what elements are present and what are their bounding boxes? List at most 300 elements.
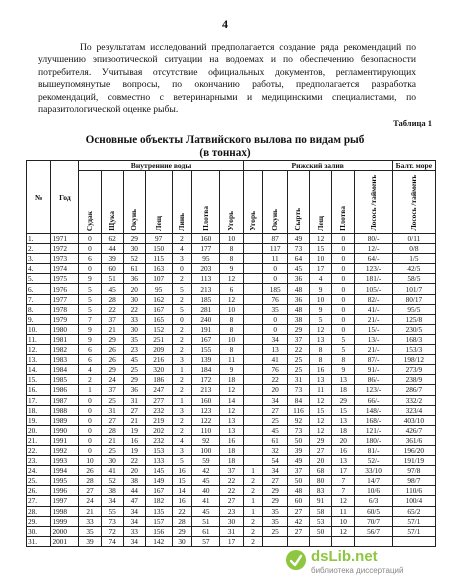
catch-value-cell: 13/- <box>355 334 392 344</box>
catch-value-cell: 8 <box>310 355 332 365</box>
catch-value-cell: 24 <box>101 375 123 385</box>
catch-value-cell: 16 <box>172 466 192 476</box>
row-number-cell: 2. <box>27 244 51 254</box>
catch-value-cell: 152 <box>145 324 172 334</box>
catch-value-cell: 34 <box>101 496 123 506</box>
catch-value-cell: 58/5 <box>392 274 435 284</box>
catch-value-cell: 9 <box>332 365 355 375</box>
catch-value-cell: 68 <box>310 466 332 476</box>
catch-value-cell: 12 <box>220 274 243 284</box>
catch-value-cell: 53 <box>310 516 332 526</box>
catch-value-cell: 26 <box>101 345 123 355</box>
catch-value-cell: 95 <box>192 254 220 264</box>
column-header-number: № <box>27 161 51 234</box>
catch-value-cell: 16 <box>332 445 355 455</box>
catch-value-cell: 123 <box>192 405 220 415</box>
catch-value-cell: 168/- <box>355 415 392 425</box>
row-number-cell: 11. <box>27 334 51 344</box>
catch-value-cell: 30 <box>172 536 192 546</box>
catch-value-cell: 7 <box>79 314 101 324</box>
catch-value-cell: 3 <box>172 445 192 455</box>
catch-value-cell: 149 <box>145 476 172 486</box>
catch-value-cell: 41 <box>101 466 123 476</box>
catch-value-cell: 57/1 <box>392 526 435 536</box>
catch-value-cell: 27 <box>101 415 123 425</box>
table-row <box>27 516 436 526</box>
year-cell: 1989 <box>51 415 79 425</box>
catch-value-cell: 34 <box>263 395 287 405</box>
catch-value-cell: 27 <box>263 405 287 415</box>
catch-value-cell: 39 <box>79 536 101 546</box>
catch-value-cell: 28 <box>172 516 192 526</box>
table-row <box>27 254 436 264</box>
table-row <box>27 365 436 375</box>
catch-value-cell: 70/7 <box>355 516 392 526</box>
catch-value-cell: 44 <box>101 244 123 254</box>
catch-value-cell: 2 <box>172 294 192 304</box>
catch-value-cell: 73 <box>101 516 123 526</box>
catch-value-cell: 73 <box>287 385 309 395</box>
catch-value-cell: 27 <box>310 445 332 455</box>
catch-value-cell <box>332 536 355 546</box>
catch-value-cell: 0 <box>332 324 355 334</box>
catch-value-cell: 320 <box>145 365 172 375</box>
catch-value-cell: 247 <box>145 385 172 395</box>
catch-value-cell: 286/7 <box>392 385 435 395</box>
row-number-cell: 8. <box>27 304 51 314</box>
catch-value-cell: 251 <box>145 334 172 344</box>
catch-value-cell <box>243 304 263 314</box>
catch-value-cell: 0/8 <box>392 244 435 254</box>
catch-value-cell: 2 <box>172 385 192 395</box>
catch-value-cell: 27 <box>287 506 309 516</box>
catch-value-cell: 19 <box>123 425 145 435</box>
catch-value-cell: 29 <box>172 526 192 536</box>
catch-value-cell: 32 <box>263 445 287 455</box>
catch-value-cell <box>392 536 435 546</box>
catch-value-cell: 203 <box>192 264 220 274</box>
catch-value-cell <box>243 274 263 284</box>
catch-value-cell: 216 <box>145 355 172 365</box>
catch-value-cell: 191/19 <box>392 456 435 466</box>
catch-value-cell: 157 <box>145 516 172 526</box>
year-cell: 1978 <box>51 304 79 314</box>
catch-value-cell: 26 <box>101 355 123 365</box>
catch-value-cell: 100 <box>192 445 220 455</box>
catch-value-cell: 105/- <box>355 284 392 294</box>
catch-value-cell: 37 <box>287 334 309 344</box>
table-header <box>27 161 436 234</box>
catch-value-cell: 47 <box>123 496 145 506</box>
row-number-cell: 14. <box>27 365 51 375</box>
catch-value-cell: 55 <box>101 506 123 516</box>
catch-value-cell: 49 <box>287 456 309 466</box>
year-cell: 1982 <box>51 345 79 355</box>
catch-value-cell <box>243 435 263 445</box>
catch-value-cell: 41 <box>263 355 287 365</box>
column-header-gulf-vimba: Сырть <box>287 171 309 234</box>
catch-value-cell: 50 <box>287 476 309 486</box>
table-row <box>27 345 436 355</box>
catch-value-cell: 61 <box>123 264 145 274</box>
catch-value-cell: 62 <box>101 234 123 244</box>
catch-value-cell: 209 <box>145 345 172 355</box>
row-number-cell: 6. <box>27 284 51 294</box>
catch-value-cell: 191 <box>192 324 220 334</box>
catch-value-cell: 4 <box>310 274 332 284</box>
catch-value-cell: 45 <box>101 284 123 294</box>
catch-value-cell: 117 <box>263 244 287 254</box>
catch-value-cell: 155 <box>192 345 220 355</box>
year-cell: 2001 <box>51 536 79 546</box>
catch-value-cell: 22 <box>287 345 309 355</box>
catch-value-cell: 12 <box>332 526 355 536</box>
catch-value-cell: 0/11 <box>392 234 435 244</box>
catch-value-cell: 5 <box>172 304 192 314</box>
catch-value-cell: 115 <box>145 254 172 264</box>
catch-value-cell: 145 <box>145 466 172 476</box>
column-header-inland-roach: Плотва <box>192 171 220 234</box>
year-cell: 1998 <box>51 506 79 516</box>
row-number-cell: 23. <box>27 456 51 466</box>
catch-value-cell: 403/10 <box>392 415 435 425</box>
catch-value-cell: 21 <box>101 435 123 445</box>
row-number-cell: 31. <box>27 536 51 546</box>
catch-value-cell <box>243 334 263 344</box>
catch-value-cell: 21 <box>123 415 145 425</box>
catch-value-cell: 332/2 <box>392 395 435 405</box>
catch-value-cell: 167 <box>145 304 172 314</box>
year-cell: 1983 <box>51 355 79 365</box>
catch-value-cell: 33 <box>123 526 145 536</box>
catch-value-cell: 16 <box>123 435 145 445</box>
catch-value-cell: 168/3 <box>392 334 435 344</box>
table-row <box>27 506 436 516</box>
table-row <box>27 425 436 435</box>
catch-value-cell: 38 <box>287 314 309 324</box>
catch-value-cell: 177 <box>192 244 220 254</box>
catch-value-cell: 36 <box>287 294 309 304</box>
catch-value-cell: 56/7 <box>355 526 392 536</box>
catch-value-cell <box>243 385 263 395</box>
catch-value-cell: 185 <box>192 294 220 304</box>
catch-value-cell: 34 <box>123 536 145 546</box>
catch-value-cell: 80/17 <box>392 294 435 304</box>
table-row <box>27 385 436 395</box>
table-row <box>27 274 436 284</box>
catch-value-cell: 2 <box>172 345 192 355</box>
table-title-line-2: (в тоннах) <box>199 146 251 159</box>
catch-value-cell: 8 <box>332 355 355 365</box>
catch-value-cell: 12 <box>310 324 332 334</box>
catch-value-cell: 3 <box>172 254 192 264</box>
catch-value-cell: 15 <box>172 476 192 486</box>
catch-value-cell: 1 <box>79 385 101 395</box>
table-row <box>27 476 436 486</box>
catch-value-cell: 97 <box>145 234 172 244</box>
catch-value-cell: 36 <box>287 274 309 284</box>
catch-value-cell: 22 <box>123 456 145 466</box>
catch-value-cell: 0 <box>79 445 101 455</box>
year-cell: 2000 <box>51 526 79 536</box>
catch-value-cell: 29 <box>263 486 287 496</box>
catch-value-cell: 0 <box>79 244 101 254</box>
catch-value-cell: 12 <box>220 294 243 304</box>
catch-value-cell: 5 <box>79 304 101 314</box>
catch-value-cell: 73 <box>287 425 309 435</box>
catch-value-cell: 153 <box>145 445 172 455</box>
year-cell: 1979 <box>51 314 79 324</box>
catch-value-cell: 49 <box>287 234 309 244</box>
year-cell: 1985 <box>51 375 79 385</box>
catch-value-cell: 33/10 <box>355 466 392 476</box>
catch-value-cell: 24 <box>79 496 101 506</box>
catch-value-cell: 323/4 <box>392 405 435 415</box>
catch-value-cell: 0 <box>332 244 355 254</box>
catch-value-cell: 15 <box>310 244 332 254</box>
catch-value-cell: 14 <box>172 486 192 496</box>
catch-value-cell: 8 <box>220 314 243 324</box>
row-number-cell: 18. <box>27 405 51 415</box>
catch-value-cell: 35 <box>79 526 101 536</box>
catch-value-cell: 30 <box>220 516 243 526</box>
table-row <box>27 486 436 496</box>
catch-value-cell: 37 <box>101 314 123 324</box>
catch-value-cell: 30 <box>123 324 145 334</box>
catch-value-cell: 98/7 <box>392 476 435 486</box>
catch-value-cell: 232 <box>145 435 172 445</box>
catch-value-cell: 34 <box>263 334 287 344</box>
catch-value-cell: 44 <box>123 486 145 496</box>
catch-value-cell: 45 <box>192 476 220 486</box>
year-cell: 1996 <box>51 486 79 496</box>
catch-value-cell: 95 <box>145 284 172 294</box>
catch-value-cell: 12 <box>310 234 332 244</box>
catch-value-cell: 12 <box>310 425 332 435</box>
dslib-logo-icon <box>285 549 307 571</box>
catch-value-cell: 7 <box>332 486 355 496</box>
catch-value-cell: 11 <box>310 385 332 395</box>
catch-value-cell: 76 <box>263 294 287 304</box>
catch-value-cell: 39 <box>287 445 309 455</box>
catch-value-cell: 202 <box>145 425 172 435</box>
catch-value-cell: 29 <box>287 324 309 334</box>
catch-value-cell: 27 <box>123 405 145 415</box>
catch-value-cell: 36 <box>123 385 145 395</box>
watermark-site-name: dsLib.net <box>311 548 378 565</box>
catch-value-cell: 3 <box>172 355 192 365</box>
table-row <box>27 355 436 365</box>
catch-value-cell <box>243 284 263 294</box>
catch-value-cell: 0 <box>332 284 355 294</box>
catch-value-cell: 73 <box>287 244 309 254</box>
catch-value-cell: 16 <box>220 435 243 445</box>
catch-value-cell: 5 <box>79 294 101 304</box>
catch-value-cell: 35 <box>123 334 145 344</box>
table-row <box>27 496 436 506</box>
catch-value-cell: 7 <box>332 476 355 486</box>
catch-value-cell: 0 <box>332 234 355 244</box>
catch-value-cell: 12 <box>332 496 355 506</box>
catch-value-cell: 25 <box>263 526 287 536</box>
year-cell: 1976 <box>51 284 79 294</box>
catch-value-cell: 27 <box>220 496 243 506</box>
catch-value-cell: 34 <box>123 516 145 526</box>
catch-value-cell: 87/- <box>355 355 392 365</box>
catch-value-cell: 38 <box>101 486 123 496</box>
year-cell: 1974 <box>51 264 79 274</box>
row-number-cell: 10. <box>27 324 51 334</box>
catch-value-cell: 64 <box>287 254 309 264</box>
catch-value-cell: 0 <box>79 234 101 244</box>
year-cell: 1980 <box>51 324 79 334</box>
catch-value-cell: 110/6 <box>392 486 435 496</box>
catch-value-cell: 6 <box>79 355 101 365</box>
catch-value-cell: 1/5 <box>392 254 435 264</box>
row-number-cell: 27. <box>27 496 51 506</box>
catch-value-cell: 12 <box>220 405 243 415</box>
catch-value-cell: 48 <box>287 486 309 496</box>
catch-value-cell: 121/- <box>355 425 392 435</box>
catch-value-cell: 74 <box>101 536 123 546</box>
catch-value-cell: 18 <box>332 425 355 435</box>
catch-value-cell: 35 <box>263 506 287 516</box>
catch-value-cell: 219 <box>145 415 172 425</box>
year-cell: 1997 <box>51 496 79 506</box>
catch-value-cell: 12 <box>310 395 332 405</box>
catch-value-cell <box>243 405 263 415</box>
page-number: 4 <box>222 17 228 31</box>
catch-value-cell: 156 <box>145 526 172 536</box>
catch-value-cell: 9 <box>310 304 332 314</box>
catch-value-cell: 20 <box>123 284 145 294</box>
catch-value-cell: 100/4 <box>392 496 435 506</box>
catch-value-cell: 35 <box>263 516 287 526</box>
catch-value-cell: 20 <box>123 466 145 476</box>
catch-value-cell: 167 <box>145 486 172 496</box>
year-cell: 1990 <box>51 425 79 435</box>
catch-value-cell: 57/1 <box>392 516 435 526</box>
catch-value-cell: 29 <box>123 234 145 244</box>
catch-value-cell: 11 <box>220 355 243 365</box>
catch-value-cell: 150 <box>145 244 172 254</box>
catch-value-cell: 51 <box>101 274 123 284</box>
catch-value-cell: 30 <box>101 456 123 466</box>
catch-value-cell: 160 <box>192 395 220 405</box>
catch-value-cell: 5 <box>332 345 355 355</box>
catch-value-cell: 41/- <box>355 304 392 314</box>
catch-value-cell: 1 <box>172 395 192 405</box>
row-number-cell: 26. <box>27 486 51 496</box>
catch-value-cell: 61 <box>192 526 220 536</box>
column-header-inland-tench: Линь <box>172 171 192 234</box>
row-number-cell: 24. <box>27 466 51 476</box>
catch-value-cell: 9 <box>79 324 101 334</box>
catch-value-cell: 1 <box>243 506 263 516</box>
catch-value-cell: 0 <box>332 294 355 304</box>
catch-value-cell: 14 <box>220 395 243 405</box>
catch-value-cell: 15 <box>332 405 355 415</box>
catch-value-cell: 2 <box>243 516 263 526</box>
column-header-gulf-salmon-trout: Лосось /тайменъ <box>355 171 392 234</box>
catch-value-cell <box>243 395 263 405</box>
table-row <box>27 466 436 476</box>
table-row <box>27 405 436 415</box>
catch-value-cell: 28 <box>101 294 123 304</box>
year-cell: 1988 <box>51 405 79 415</box>
catch-value-cell: 61 <box>263 435 287 445</box>
catch-value-cell: 184 <box>192 365 220 375</box>
catch-value-cell: 86/- <box>355 375 392 385</box>
table-row <box>27 294 436 304</box>
catch-value-cell <box>243 445 263 455</box>
catch-value-cell: 13 <box>332 415 355 425</box>
catch-value-cell: 45 <box>263 425 287 435</box>
group-header-inland-waters: Внутренние воды <box>79 161 243 171</box>
catch-value-cell: 60/5 <box>355 506 392 516</box>
catch-value-cell: 9 <box>79 274 101 284</box>
catch-value-cell <box>243 264 263 274</box>
table-row <box>27 456 436 466</box>
catch-value-cell: 18 <box>220 375 243 385</box>
catch-value-cell: 87 <box>263 234 287 244</box>
table-row <box>27 284 436 294</box>
table-row <box>27 415 436 425</box>
table-label: Таблица 1 <box>393 118 432 128</box>
catch-value-cell: 122 <box>192 415 220 425</box>
catch-value-cell: 2 <box>172 324 192 334</box>
catch-value-cell: 17 <box>310 264 332 274</box>
catch-value-cell: 25 <box>101 395 123 405</box>
year-cell: 1971 <box>51 234 79 244</box>
catch-value-cell: 27 <box>287 526 309 536</box>
catch-value-cell: 5 <box>79 284 101 294</box>
column-header-gulf-roach: Плотва <box>332 171 355 234</box>
row-number-cell: 17. <box>27 395 51 405</box>
catch-value-cell: 2 <box>172 415 192 425</box>
catch-value-cell <box>310 536 332 546</box>
column-header-gulf-eel: Угорь <box>243 171 263 234</box>
catch-value-cell: 27 <box>79 486 101 496</box>
catch-value-cell: 13 <box>332 375 355 385</box>
catch-value-cell: 52/- <box>355 456 392 466</box>
catch-value-cell: 9 <box>79 334 101 344</box>
catch-value-cell: 30 <box>123 294 145 304</box>
catch-value-cell: 38 <box>123 476 145 486</box>
year-cell: 1999 <box>51 516 79 526</box>
table-row <box>27 536 436 546</box>
catch-value-cell: 0 <box>172 264 192 274</box>
catch-value-cell: 2 <box>172 425 192 435</box>
body-paragraph: По результатам исследований предполагается создание ряда рекомендаций по улучшению эпизоотической ситуации на водоемах и по обеспечению безопасности потребителя. Учитывая отсутствие официальных документов, регламентирующих вышеупомянутые вопросы, по окончанию работы, предполагается разработка рекомендаций, совместно с ветеринарными и медицинскими специалистами, по паразитологической оценке рыбы. <box>38 42 416 116</box>
catch-value-cell: 0 <box>332 274 355 284</box>
catch-value-cell: 6 <box>220 284 243 294</box>
row-number-cell: 19. <box>27 415 51 425</box>
table-row <box>27 334 436 344</box>
catch-value-cell: 0 <box>332 264 355 274</box>
catch-value-cell: 116 <box>287 405 309 415</box>
catch-value-cell: 17 <box>220 536 243 546</box>
column-header-gulf-perch: Окунь <box>263 171 287 234</box>
column-header-baltic-salmon-trout: Лосось /тайменъ <box>392 171 435 234</box>
catch-value-cell: 15/- <box>355 324 392 334</box>
catch-value-cell: 91 <box>310 496 332 506</box>
catch-value-cell: 0 <box>79 405 101 415</box>
catch-value-cell: 2 <box>243 536 263 546</box>
catch-value-cell: 12 <box>220 385 243 395</box>
catch-value-cell: 9 <box>220 264 243 274</box>
row-number-cell: 25. <box>27 476 51 486</box>
